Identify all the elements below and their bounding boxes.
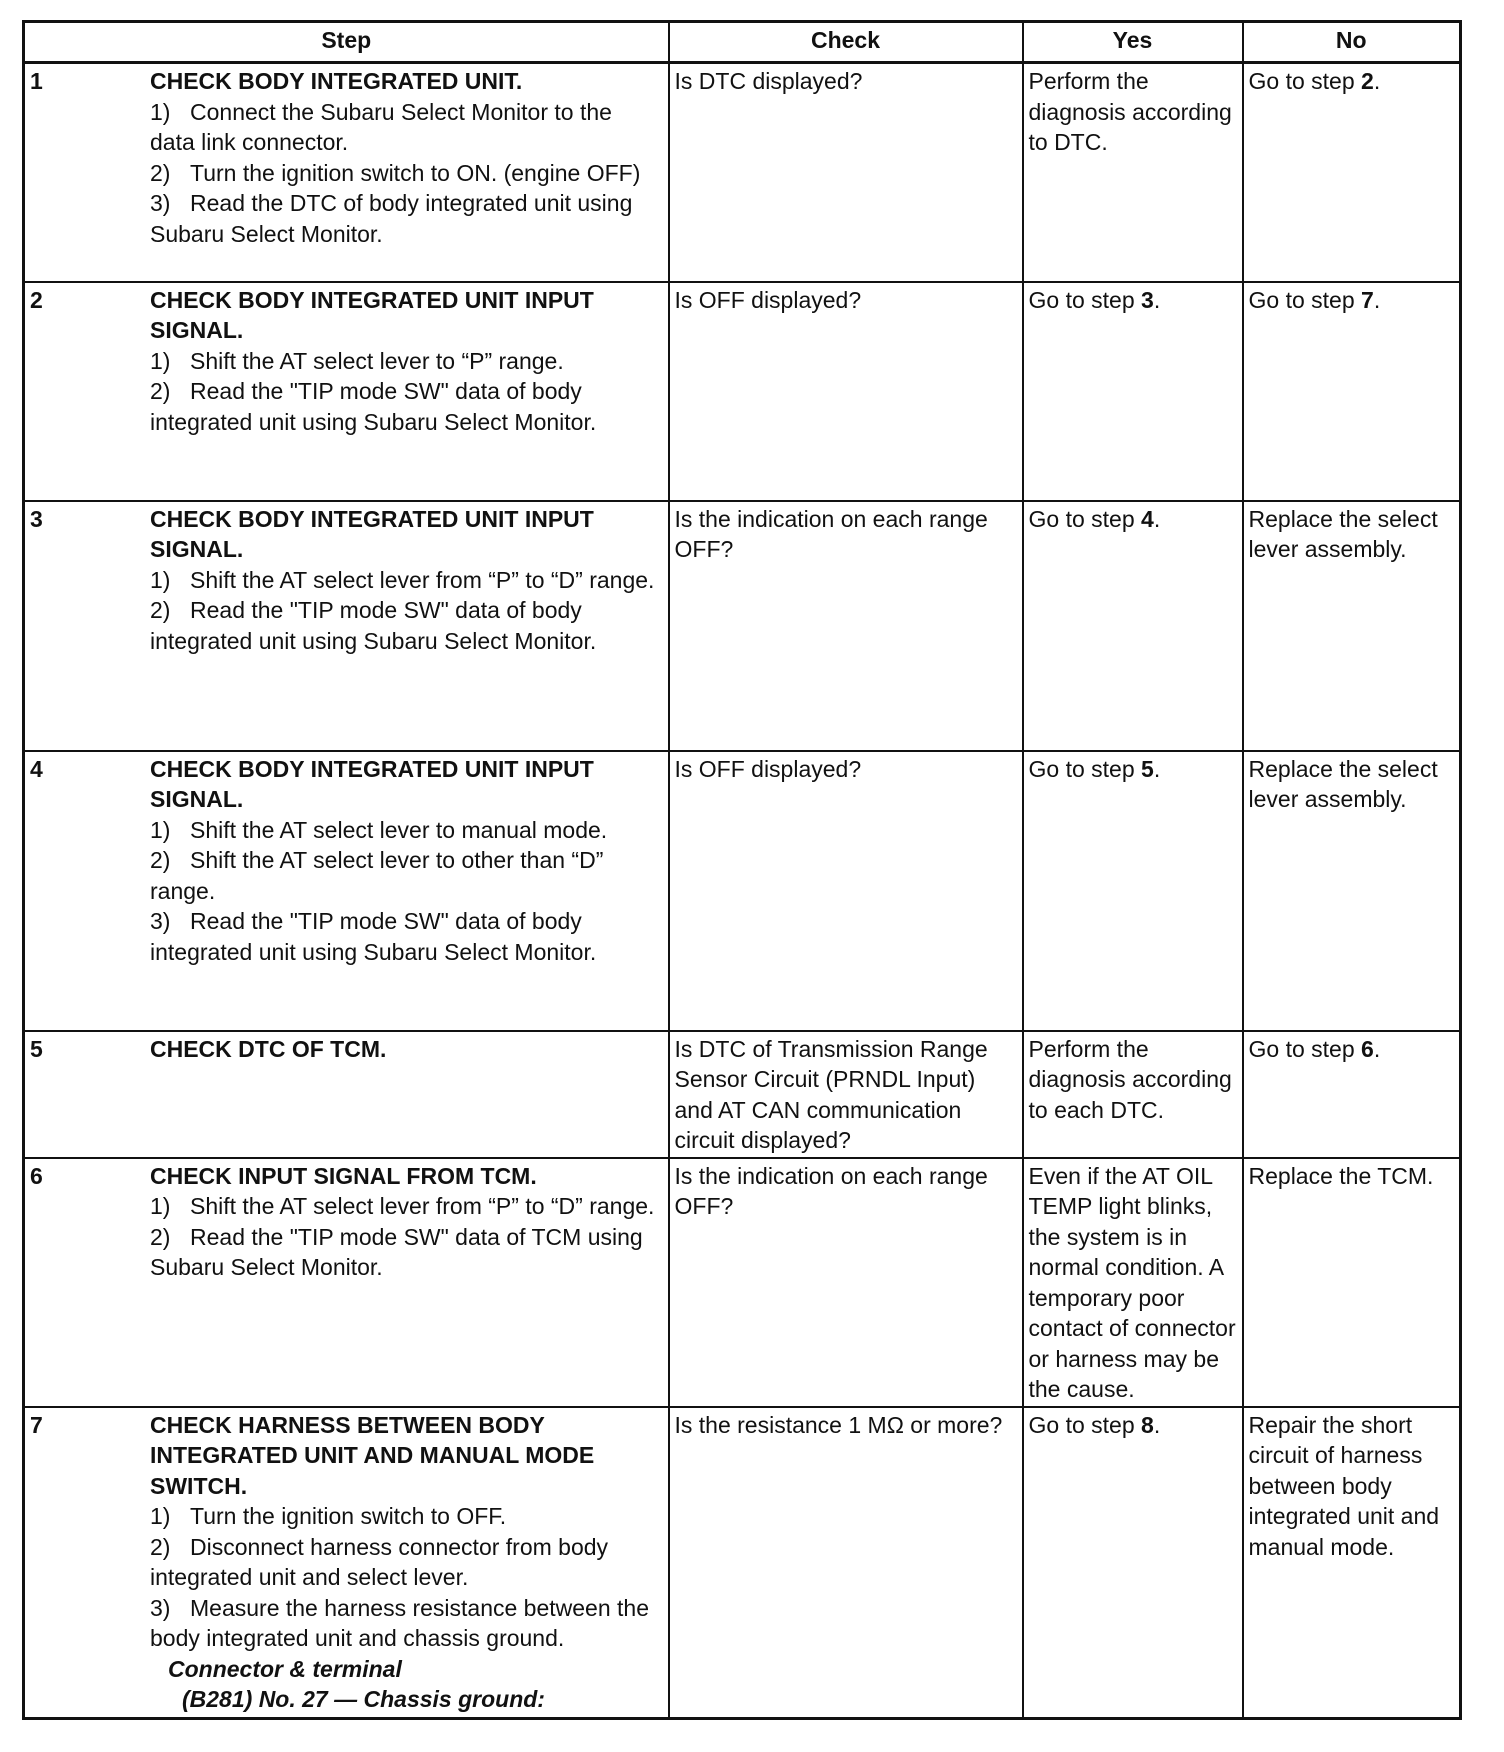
no-cell: Replace the select lever assembly. xyxy=(1243,501,1461,751)
no-cell: Go to step 2. xyxy=(1243,63,1461,282)
connector-value: (B281) No. 27 — Chassis ground: xyxy=(182,1686,545,1712)
table-row xyxy=(24,1158,1461,1407)
step-number: 3 xyxy=(30,505,43,532)
check-cell: Is the indication on each range OFF? xyxy=(669,501,1023,751)
no-cell: Replace the select lever assembly. xyxy=(1243,751,1461,1031)
no-cell: Go to step 7. xyxy=(1243,282,1461,501)
step-cell xyxy=(24,1031,669,1158)
step-title: CHECK BODY INTEGRATED UNIT INPUT SIGNAL. xyxy=(150,286,594,343)
yes-cell: Even if the AT OIL TEMP light blinks, the system is in normal condition. A temporary poor contact of connector or harness may be the cause. xyxy=(1023,1158,1243,1407)
step-number: 1 xyxy=(30,68,43,94)
check-cell: Is OFF displayed? xyxy=(669,751,1023,1031)
substep: 2) Shift the AT select lever to other than “D” range. xyxy=(150,847,604,904)
step-title: CHECK BODY INTEGRATED UNIT. xyxy=(150,68,523,94)
step-cell xyxy=(24,282,669,501)
table-row xyxy=(24,1031,1461,1158)
step-number: 2 xyxy=(30,286,43,313)
check-cell: Is DTC displayed? xyxy=(669,63,1023,282)
no-cell: Replace the TCM. xyxy=(1243,1158,1461,1407)
step-cell xyxy=(24,501,669,751)
header-no: No xyxy=(1243,22,1461,63)
yes-cell: Perform the diagnosis according to DTC. xyxy=(1023,63,1243,282)
check-cell: Is OFF displayed? xyxy=(669,282,1023,501)
step-number: 5 xyxy=(30,1035,43,1062)
substep: 1) Shift the AT select lever to “P” range. xyxy=(150,347,564,374)
yes-cell: Go to step 8. xyxy=(1023,1407,1243,1719)
step-cell xyxy=(24,1158,669,1407)
step-number: 7 xyxy=(30,1411,43,1438)
table-row xyxy=(24,282,1461,501)
substep: 2) Read the "TIP mode SW" data of body integrated unit using Subaru Select Monitor. xyxy=(150,378,597,435)
step-cell xyxy=(24,751,669,1031)
header-yes: Yes xyxy=(1023,22,1243,63)
table-row xyxy=(24,501,1461,751)
step-title: CHECK DTC OF TCM. xyxy=(150,1035,387,1062)
yes-cell: Go to step 3. xyxy=(1023,282,1243,501)
substep: 1) Shift the AT select lever to manual mode. xyxy=(150,816,608,843)
step-title: CHECK BODY INTEGRATED UNIT INPUT SIGNAL. xyxy=(150,505,594,562)
substep: 2) Disconnect harness connector from body integrated unit and select lever. xyxy=(150,1533,609,1590)
table-row xyxy=(24,751,1461,1031)
step-title: CHECK HARNESS BETWEEN BODY INTEGRATED UNIT AND MANUAL MODE SWITCH. xyxy=(150,1411,595,1499)
connector-label: Connector & terminal xyxy=(168,1655,402,1682)
diagnosis-table xyxy=(22,20,1462,1720)
yes-cell: Perform the diagnosis according to each DTC. xyxy=(1023,1031,1243,1158)
no-cell: Go to step 6. xyxy=(1243,1031,1461,1158)
step-cell xyxy=(24,63,669,282)
substep: 2) Turn the ignition switch to ON. (engine OFF) xyxy=(150,159,641,186)
substep: 2) Read the "TIP mode SW" data of body integrated unit using Subaru Select Monitor. xyxy=(150,597,597,654)
step-title: CHECK BODY INTEGRATED UNIT INPUT SIGNAL. xyxy=(150,755,594,812)
yes-cell: Go to step 4. xyxy=(1023,501,1243,751)
table-row xyxy=(24,1407,1461,1719)
step-title: CHECK INPUT SIGNAL FROM TCM. xyxy=(150,1162,537,1189)
no-cell: Repair the short circuit of harness between body integrated unit and manual mode. xyxy=(1243,1407,1461,1719)
substep: 1) Turn the ignition switch to OFF. xyxy=(150,1503,507,1529)
check-cell: Is the indication on each range OFF? xyxy=(669,1158,1023,1407)
substep: 1) Shift the AT select lever from “P” to “D” range. xyxy=(150,1193,655,1219)
step-number: 6 xyxy=(30,1162,43,1189)
step-cell xyxy=(24,1407,669,1719)
substep: 1) Connect the Subaru Select Monitor to the data link connector. xyxy=(150,98,612,155)
table-header-row xyxy=(24,22,1461,63)
check-cell: Is the resistance 1 MΩ or more? xyxy=(669,1407,1023,1719)
header-step: Step xyxy=(24,22,669,63)
step-number: 4 xyxy=(30,755,43,782)
substep: 3) Measure the harness resistance between the body integrated unit and chassis ground. xyxy=(150,1594,649,1651)
substep: 3) Read the "TIP mode SW" data of body integrated unit using Subaru Select Monitor. xyxy=(150,908,597,965)
table-row xyxy=(24,63,1461,282)
yes-cell: Go to step 5. xyxy=(1023,751,1243,1031)
substep: 2) Read the "TIP mode SW" data of TCM using Subaru Select Monitor. xyxy=(150,1223,643,1280)
header-check: Check xyxy=(669,22,1023,63)
substep: 3) Read the DTC of body integrated unit using Subaru Select Monitor. xyxy=(150,190,633,247)
substep: 1) Shift the AT select lever from “P” to “D” range. xyxy=(150,566,655,593)
check-cell: Is DTC of Transmission Range Sensor Circuit (PRNDL Input) and AT CAN communication circuit displayed? xyxy=(669,1031,1023,1158)
